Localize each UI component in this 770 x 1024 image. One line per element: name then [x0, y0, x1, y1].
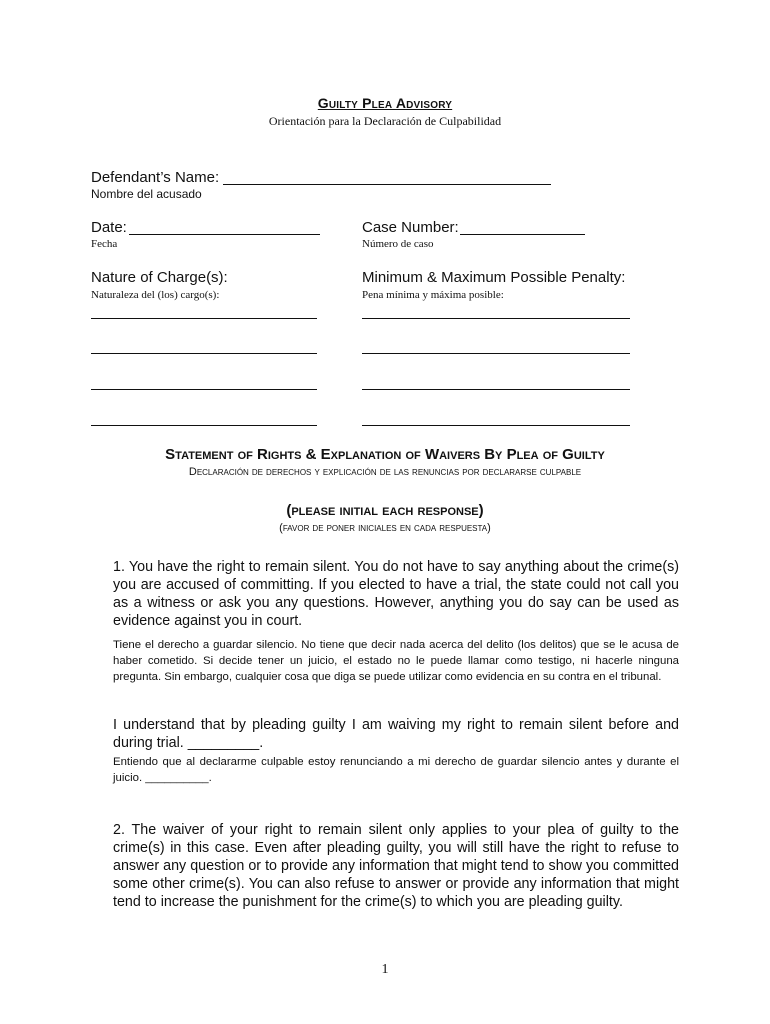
document-title: Guilty Plea Advisory — [317, 95, 453, 111]
charges-label: Nature of Charge(s): — [91, 269, 228, 286]
date-sublabel: Fecha — [91, 238, 118, 250]
case-number-sublabel: Número de caso — [362, 238, 434, 250]
date-line[interactable] — [129, 234, 320, 235]
charges-line[interactable] — [91, 318, 317, 319]
defendant-name-line[interactable] — [223, 184, 551, 185]
charges-sublabel: Naturaleza del (los) cargo(s): — [91, 289, 220, 301]
penalty-label: Minimum & Maximum Possible Penalty: — [362, 269, 626, 286]
case-number-label: Case Number: — [362, 219, 459, 236]
right-1-acknowledgement-spanish: Entiendo que al declararme culpable estoy renunciando a mi derecho de guardar silencio antes y durante el juicio. __________. — [113, 756, 679, 784]
initial-instruction: (please initial each response) — [286, 502, 484, 519]
right-2-english: 2. The waiver of your right to remain silent only applies to your plea of guilty to the crime(s) in this case. Even after pleading guilty, you will still have the right to refuse to answer any question or to provide any information that might tend to show you committed some other crime(s). You can also refuse to answer or provide any information that might tend to increase the punishment for the crime(s) to which you are pleading guilty. — [113, 822, 679, 910]
page-number: 1 — [381, 962, 389, 977]
penalty-line[interactable] — [362, 389, 630, 390]
right-1-acknowledgement: I understand that by pleading guilty I am waiving my right to remain silent before and during trial. _________. — [113, 717, 679, 751]
penalty-sublabel: Pena mínima y máxima posible: — [362, 289, 504, 301]
statement-heading: Statement of Rights & Explanation of Waivers By Plea of Guilty — [165, 446, 605, 463]
statement-subheading: Declaración de derechos y explicación de las renuncias por declararse culpable — [188, 466, 582, 478]
document-subtitle: Orientación para la Declaración de Culpabilidad — [268, 114, 502, 128]
charges-line[interactable] — [91, 389, 317, 390]
case-number-line[interactable] — [460, 234, 585, 235]
defendant-name-label: Defendant’s Name: — [91, 169, 220, 186]
penalty-line[interactable] — [362, 318, 630, 319]
right-1-english: 1. You have the right to remain silent. You do not have to say anything about the crime(s) you are accused of committing. If you elected to have a trial, the state could not call you as a witness or ask you any questions. However, anything you do say can be used as evidence against you in court. — [113, 559, 679, 629]
charges-line[interactable] — [91, 353, 317, 354]
penalty-line[interactable] — [362, 353, 630, 354]
initial-instruction-spanish: (favor de poner iniciales en cada respuesta) — [279, 522, 491, 534]
penalty-line[interactable] — [362, 425, 630, 426]
right-1-spanish: Tiene el derecho a guardar silencio. No tiene que decir nada acerca del delito (los delitos) que se le acusa de haber cometido. Si decide tener un juicio, el estado no le puede llamar como testigo, ni hacerle ninguna pregunta. Sin embargo, cualquier cosa que diga se puede utilizar como evidencia en su contra en el tribunal. — [113, 639, 679, 683]
date-label: Date: — [91, 219, 127, 236]
charges-line[interactable] — [91, 425, 317, 426]
defendant-name-sublabel: Nombre del acusado — [91, 187, 202, 201]
